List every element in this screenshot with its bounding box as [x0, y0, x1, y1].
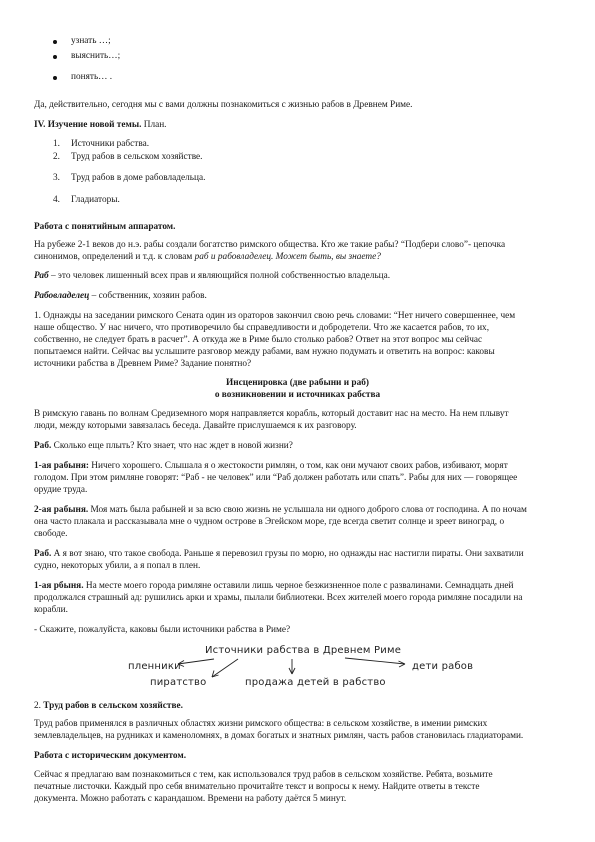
speaker-label: 2-ая рабыня.	[34, 505, 89, 515]
dialogue-woman-2-line-2: она часто плакала и рассказывала мне о чудном острове в Эгейском море, где всегда светит солнце и зреет виноград, о	[34, 517, 505, 527]
concepts-paragraph-line-1: На рубеже 2-1 веков до н.э. рабы создали богатство римского общества. Кто же такие рабы? “Подбери слово”- цепочка	[34, 240, 506, 250]
dialogue-text: Моя мать была рабыней и за всю свою жизнь не услышала ни одного доброго слова от господина. А по ночам	[88, 505, 527, 515]
historic-line-3: документа. Можно работать с карандашом. Времени на работу даётся 5 минут.	[34, 794, 347, 804]
bullet-item-3: понять… .	[71, 72, 113, 82]
question-text: - Скажите, пожалуйста, каковы были источники рабства в Риме?	[34, 625, 291, 635]
section-2-heading	[34, 700, 183, 713]
plan-item-3: Труд рабов в доме рабовладельца.	[71, 173, 206, 183]
section-2-title: Труд рабов в сельском хозяйстве.	[43, 701, 183, 711]
senate-line-5: источники рабства в Древнем Риме? Задание понятно?	[34, 359, 252, 369]
dialogue-woman-3-line-2: продолжался страшный ад: рушились арки и храмы, пылали библиотеки. Всех жителей моего города римляне посадили на	[34, 593, 523, 603]
dialogue-text: Ничего хорошего. Слышала я о жестокости римлян, о том, как они мучают своих рабов, избивают, морят	[88, 461, 508, 471]
owner-definition-text: – собственник, хозяин рабов.	[89, 291, 207, 301]
concepts-heading: Работа с понятийным аппаратом.	[34, 222, 176, 232]
concepts-line-2-italic: раб и рабовладелец. Может быть, вы знаете?	[194, 252, 381, 262]
diagram-left-top-label: пленники	[128, 661, 181, 672]
plan-number-3: 3.	[53, 173, 60, 183]
dialogue-woman-1-line-3: орудие труда.	[34, 485, 88, 495]
plan-item-2: Труд рабов в сельском хозяйстве.	[71, 152, 203, 162]
dialogue-woman-3-line-3: корабли.	[34, 605, 68, 615]
diagram-center-label: Источники рабства в Древнем Риме	[205, 645, 402, 656]
bullet-item-2: выяснить…;	[71, 51, 121, 61]
section-4-title: IV. Изучение новой темы.	[34, 120, 142, 130]
senate-line-1: 1. Однажды на заседании римского Сената один из ораторов закончил свою речь словами: “Нет ничего совершеннее, чем	[34, 311, 516, 321]
slave-definition-text: – это человек лишенный всех прав и являющийся полной собственностью владельца.	[48, 271, 391, 281]
senate-line-4: попытаемся найти. Сейчас вы услышите разговор между рабами, вам нужно подумать и ответить на вопрос: каковы	[34, 347, 495, 357]
dialogue-slave-2-line-2: судно, некоторых убили, а я попал в плен.	[34, 561, 201, 571]
section-2-line-1: Труд рабов применялся в различных областях жизни римского общества: в сельском хозяйстве, в имении римских	[34, 719, 488, 729]
concepts-line-2-plain: синонимов, определений и т.д. к словам	[34, 252, 195, 262]
plan-item-1: Источники рабства.	[71, 139, 150, 149]
dialogue-woman-1-line-2: голодом. При этом римляне говорят: “Раб - не человек” или “Раб должен работать или спать”. Рабы для них — говорящее	[34, 473, 518, 483]
section-2-number: 2.	[34, 701, 44, 711]
dialogue-woman-2-line-3: свободе.	[34, 529, 68, 539]
section-2-line-2: землевладельцев, на рудниках и каменоломнях, в домах богатых и знатных римлян, часть рабов становилась гладиаторами.	[34, 731, 524, 741]
plan-number-2: 2.	[53, 152, 60, 162]
harbor-line-1: В римскую гавань по волнам Средиземного моря направляется корабль, который доставит нас на место. На нем плывут	[34, 409, 509, 419]
speaker-label: 1-ая рбыня.	[34, 581, 84, 591]
dialogue-text: А я вот знаю, что такое свобода. Раньше я перевозил грузы по морю, но однажды нас настигли пираты. Они захватили	[51, 549, 524, 559]
plan-number-4: 4.	[53, 195, 60, 205]
speaker-label: Раб.	[34, 549, 52, 559]
diagram-bottom-label: продажа детей в рабство	[245, 677, 386, 688]
bullet-item-1: узнать …;	[71, 36, 111, 46]
plan-item-4: Гладиаторы.	[71, 195, 120, 205]
historic-line-1: Сейчас я предлагаю вам познакомиться с тем, как использовался труд рабов в сельском хозяйстве. Ребята, возьмите	[34, 770, 493, 780]
senate-line-3: собственно, не следует брать в расчет”. А откуда же в Риме было столько рабов? Ответ на этот вопрос мы сейчас	[34, 335, 483, 345]
arrow-to-captives	[178, 659, 214, 664]
staging-title-line-2: о возникновении и источниках рабства	[214, 390, 381, 400]
intro-text: Да, действительно, сегодня мы с вами должны познакомиться с жизнью рабов в Древнем Риме.	[34, 100, 413, 110]
section-4-plan: План.	[141, 120, 167, 130]
dialogue-text: На месте моего города римляне оставили лишь черное безжизненное поле с развалинами. Семнадцать дней	[83, 581, 514, 591]
speaker-label: Раб.	[34, 441, 52, 451]
slave-term: Раб	[34, 271, 49, 281]
staging-title-line-1: Инсценировка (две рабыни и раб)	[226, 378, 369, 388]
owner-term: Рабовладелец	[34, 291, 90, 301]
senate-line-2: наше общество. У нас ничего, что противоречило бы справедливости и добродетели. Что же касается рабов, то их,	[34, 323, 490, 333]
historic-heading: Работа с историческим документом.	[34, 751, 187, 761]
historic-line-2: печатные листочки. Каждый про себя внимательно прочитайте текст и вопросы к нему. Найдите ответы в тексте	[34, 782, 480, 792]
dialogue-text: Сколько еще плыть? Кто знает, что нас ждет в новой жизни?	[51, 441, 293, 451]
diagram-right-label: дети рабов	[412, 661, 474, 672]
arrow-to-piracy	[212, 659, 238, 677]
arrow-to-slave-children	[345, 658, 405, 664]
harbor-line-2: люди, между которыми завязалась беседа. Давайте прислушаемся к их разговору.	[34, 421, 357, 431]
speaker-label: 1-ая рабыня:	[34, 461, 89, 471]
diagram-left-bottom-label: пиратство	[150, 677, 207, 688]
plan-number-1: 1.	[53, 139, 60, 149]
